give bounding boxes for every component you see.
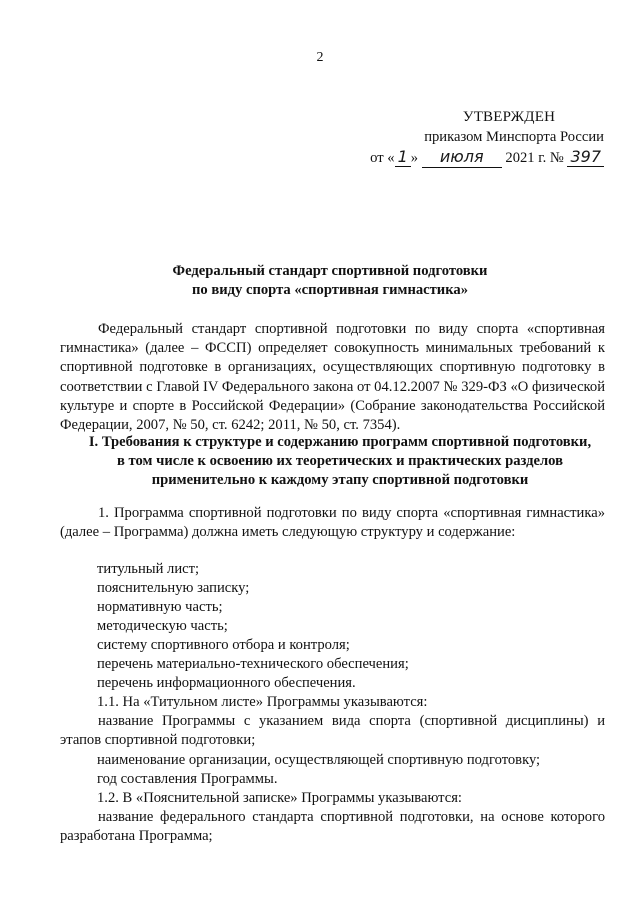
intro-paragraph: Федеральный стандарт спортивной подготовки по виду спорта «спортивная гимнастика» (далее – ФССП) определяет совокупность минимальных требований к спортивной подготовке в организациях, осуществляющих спортивную подготовку в соответствии с Главой IV Федерального закона от 04.12.2007 № 329-ФЗ «О физической культуре и спорте в Российской Федерации» (Собрание законодательства Российской Федерации, 2007, № 50, ст. 6242; 2011, № 50, ст. 7354). [60, 321, 605, 434]
handwritten-month: июля [422, 147, 502, 168]
list-item: перечень материально-технического обеспечения; [97, 656, 409, 672]
approval-date-line [354, 147, 604, 168]
date-prefix: от « [370, 150, 395, 166]
list-item: перечень информационного обеспечения. [97, 675, 356, 691]
approval-stamp [354, 107, 604, 168]
section-line-3: применительно к каждому этапу спортивной подготовки [151, 472, 529, 488]
approval-order-line: приказом Минспорта России [424, 129, 604, 145]
item-1-paragraph: 1. Программа спортивной подготовки по виду спорта «спортивная гимнастика» (далее – Программа) должна иметь следующую структуру и содержание: [60, 505, 605, 541]
section-line-1: I. Требования к структуре и содержанию программ спортивной подготовки, [88, 434, 592, 450]
item-1-1-c: год составления Программы. [97, 771, 278, 787]
list-item: методическую часть; [97, 618, 228, 634]
approval-title: УТВЕРЖДЕН [462, 109, 556, 125]
item-1-2-a: название федерального стандарта спортивной подготовки, на основе которого разработана Программа; [60, 809, 605, 845]
section-heading [60, 433, 620, 490]
list-item: нормативную часть; [97, 599, 223, 615]
item-1-1-heading: 1.1. На «Титульном листе» Программы указываются: [97, 694, 428, 710]
title-line-1: Федеральный стандарт спортивной подготовки [172, 263, 488, 279]
list-item: титульный лист; [97, 561, 200, 577]
item-1-1-a: название Программы с указанием вида спорта (спортивной дисциплины) и этапов спортивной подготовки; [60, 713, 605, 749]
title-line-2: по виду спорта «спортивная гимнастика» [192, 282, 468, 298]
section-line-2: в том числе к освоению их теоретических и практических разделов [116, 453, 563, 469]
date-mid: » [410, 150, 419, 166]
list-item: систему спортивного отбора и контроля; [97, 637, 350, 653]
page-number: 2 [316, 50, 324, 65]
list-item: пояснительную записку; [97, 580, 250, 596]
document-title [60, 262, 600, 300]
handwritten-day: 1 [395, 147, 411, 167]
item-1-2-heading: 1.2. В «Пояснительной записке» Программы указываются: [97, 790, 462, 806]
handwritten-order-number: 397 [567, 147, 604, 167]
item-1-1-b: наименование организации, осуществляющей спортивную подготовку; [97, 752, 541, 768]
year-text: 2021 г. № [505, 150, 564, 166]
